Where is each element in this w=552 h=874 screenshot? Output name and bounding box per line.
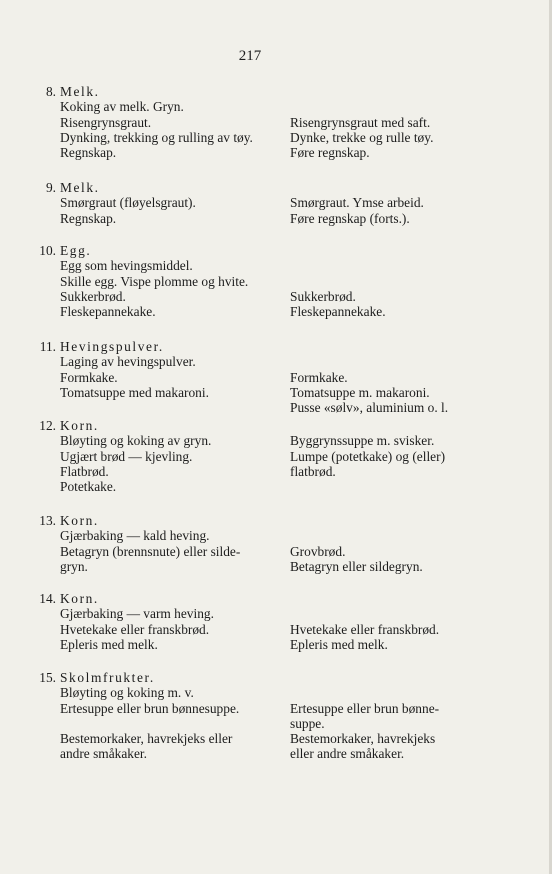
text-line: Sukkerbrød.	[290, 288, 356, 304]
right-column	[290, 99, 468, 160]
text-line: Fleskepannekake.	[60, 304, 156, 320]
section-11	[28, 339, 498, 416]
section-9	[28, 180, 498, 226]
text-line: Bestemorkaker, havrekjeks	[290, 731, 436, 747]
text-line: flatbrød.	[290, 463, 336, 479]
section-title: Melk.	[60, 180, 100, 195]
text-line: Dynking, trekking og rulling av tøy.	[60, 129, 253, 145]
right-column	[290, 685, 468, 761]
left-column	[60, 685, 260, 761]
text-line: Bestemorkaker, havrekjeks eller	[60, 731, 233, 747]
text-line: Fleskepannekake.	[290, 304, 386, 320]
right-column	[290, 354, 468, 415]
right-column	[290, 433, 468, 479]
right-column	[290, 606, 468, 652]
text-line: Koking av melk. Gryn.	[60, 99, 184, 115]
section-number: 15.	[39, 670, 56, 685]
text-line: Regnskap.	[60, 145, 117, 161]
text-line: Føre regnskap (forts.).	[290, 210, 410, 226]
text-line: Flatbrød.	[60, 463, 109, 479]
text-line: Sukkerbrød.	[60, 288, 126, 304]
text-line: Føre regnskap.	[290, 145, 370, 161]
text-line: Egg som hevingsmiddel.	[60, 258, 193, 274]
left-column	[60, 528, 260, 574]
right-column	[290, 258, 468, 319]
text-line: Ertesuppe eller brun bønne-	[290, 700, 440, 716]
section-12	[28, 418, 498, 494]
text-line: Betagryn (brennsnute) eller silde-	[60, 543, 241, 559]
text-line: Laging av hevingspulver.	[60, 354, 196, 370]
text-line: Hvetekake eller franskbrød.	[290, 621, 440, 637]
section-8	[28, 84, 498, 160]
text-line: Tomatsuppe med makaroni.	[60, 384, 209, 400]
text-line: Betagryn eller sildegryn.	[290, 558, 423, 574]
text-line: Bløyting og koking m. v.	[60, 685, 194, 701]
section-number: 12.	[39, 418, 56, 433]
text-line: gryn.	[60, 558, 88, 574]
section-number: 9.	[45, 180, 56, 195]
text-line: Smørgraut (fløyelsgraut).	[60, 195, 196, 211]
section-number: 8.	[45, 84, 56, 99]
section-14	[28, 591, 498, 652]
section-title: Skolmfrukter.	[60, 670, 155, 685]
section-title: Hevingspulver.	[60, 339, 164, 354]
text-line: Risengrynsgraut med saft.	[290, 114, 431, 130]
text-line: Epleris med melk.	[290, 636, 388, 652]
left-column	[60, 258, 260, 319]
text-line: Tomatsuppe m. makaroni.	[290, 384, 430, 400]
right-column	[290, 528, 468, 574]
text-line: Formkake.	[60, 369, 118, 385]
text-line: Hvetekake eller franskbrød.	[60, 621, 210, 637]
text-line: Bløyting og koking av gryn.	[60, 433, 212, 449]
section-title: Korn.	[60, 418, 99, 433]
text-line: Regnskap.	[60, 210, 117, 226]
section-13	[28, 513, 498, 574]
section-title: Korn.	[60, 591, 99, 606]
page-number: 217	[238, 48, 262, 64]
section-number: 11.	[39, 339, 56, 354]
section-title: Melk.	[60, 84, 100, 99]
section-title: Egg.	[60, 243, 92, 258]
section-number: 14.	[39, 591, 56, 606]
text-line: Dynke, trekke og rulle tøy.	[290, 129, 434, 145]
text-line: Formkake.	[290, 369, 348, 385]
right-column	[290, 195, 468, 226]
text-line: Grovbrød.	[290, 543, 346, 559]
left-column	[60, 433, 260, 494]
text-line: Byggrynssuppe m. svisker.	[290, 433, 435, 449]
section-15	[28, 670, 498, 762]
text-line: suppe.	[290, 715, 325, 731]
section-number: 10.	[39, 243, 56, 258]
text-line: Skille egg. Vispe plomme og hvite.	[60, 273, 249, 289]
text-line: Smørgraut. Ymse arbeid.	[290, 195, 424, 211]
text-line: Gjærbaking — kald heving.	[60, 528, 210, 544]
text-line: andre småkaker.	[60, 746, 147, 762]
text-line: Ertesuppe eller brun bønnesuppe.	[60, 700, 240, 716]
text-line: Gjærbaking — varm heving.	[60, 606, 214, 622]
text-line: Pusse «sølv», aluminium o. l.	[290, 400, 449, 416]
left-column	[60, 195, 260, 226]
section-number: 13.	[39, 513, 56, 528]
section-title: Korn.	[60, 513, 99, 528]
text-line: Risengrynsgraut.	[60, 114, 152, 130]
text-line: Epleris med melk.	[60, 636, 158, 652]
text-line: Lumpe (potetkake) og (eller)	[290, 448, 446, 464]
text-line: eller andre småkaker.	[290, 746, 405, 762]
text-line: Ugjært brød — kjevling.	[60, 448, 193, 464]
text-line: Potetkake.	[60, 479, 117, 495]
left-column	[60, 99, 260, 160]
section-10	[28, 243, 498, 319]
left-column	[60, 606, 260, 652]
left-column	[60, 354, 260, 400]
